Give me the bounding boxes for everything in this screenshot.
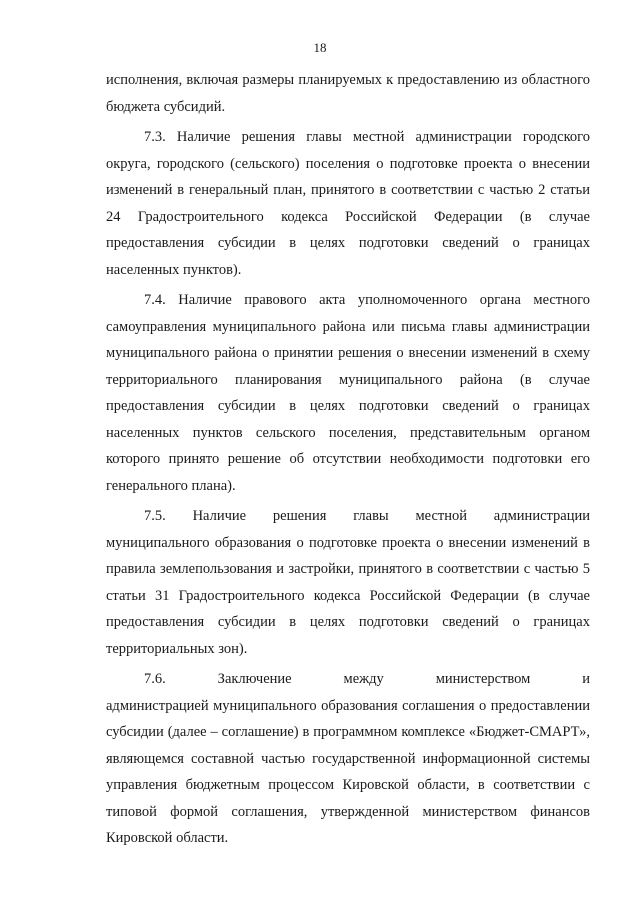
paragraph-7-5: 7.5. Наличие решения главы местной администрации муниципального образования о подготовке проекта о внесении изменений в правила землепользования и застройки, принятого в соответствии с частью 5 статьи 31 Градостроительного кодекса Российской Федерации (в случае предоставления субсидии в целях подготовки сведений о границах территориальных зон). — [106, 508, 590, 657]
paragraph-7-4: 7.4. Наличие правового акта уполномоченного органа местного самоуправления муниципального района или письма главы администрации муниципального района о принятии решения о внесении изменений в схему территориального планирования муниципального района (в случае предоставления субсидии в целях подготовки сведений о границах населенных пунктов сельского поселения, представительным органом которого принято решение об отсутствии необходимости подготовки его генерального плана). — [106, 292, 590, 494]
paragraph-7-3: 7.3. Наличие решения главы местной администрации городского округа, городского (сельского) поселения о подготовке проекта о внесении изменений в генеральный план, принятого в соответствии с частью 2 статьи 24 Градостроительного кодекса Российской Федерации (в случае предоставления субсидии в целях подготовки сведений о границах населенных пунктов). — [106, 129, 590, 278]
paragraph-continuation: исполнения, включая размеры планируемых к предоставлению из областного бюджета субсидий. — [106, 72, 590, 115]
document-body — [106, 67, 590, 856]
paragraph-7-6: 7.6. Заключение между министерством и администрацией муниципального образования соглашения о предоставлении субсидии (далее – соглашение) в программном комплексе «Бюджет-СМАРТ», являющемся составной частью государственной информационной системы управления бюджетным процессом Кировской области, в соответствии с типовой формой соглашения, утвержденной министерством финансов Кировской области. — [106, 671, 590, 846]
page-number: 18 — [313, 40, 327, 55]
